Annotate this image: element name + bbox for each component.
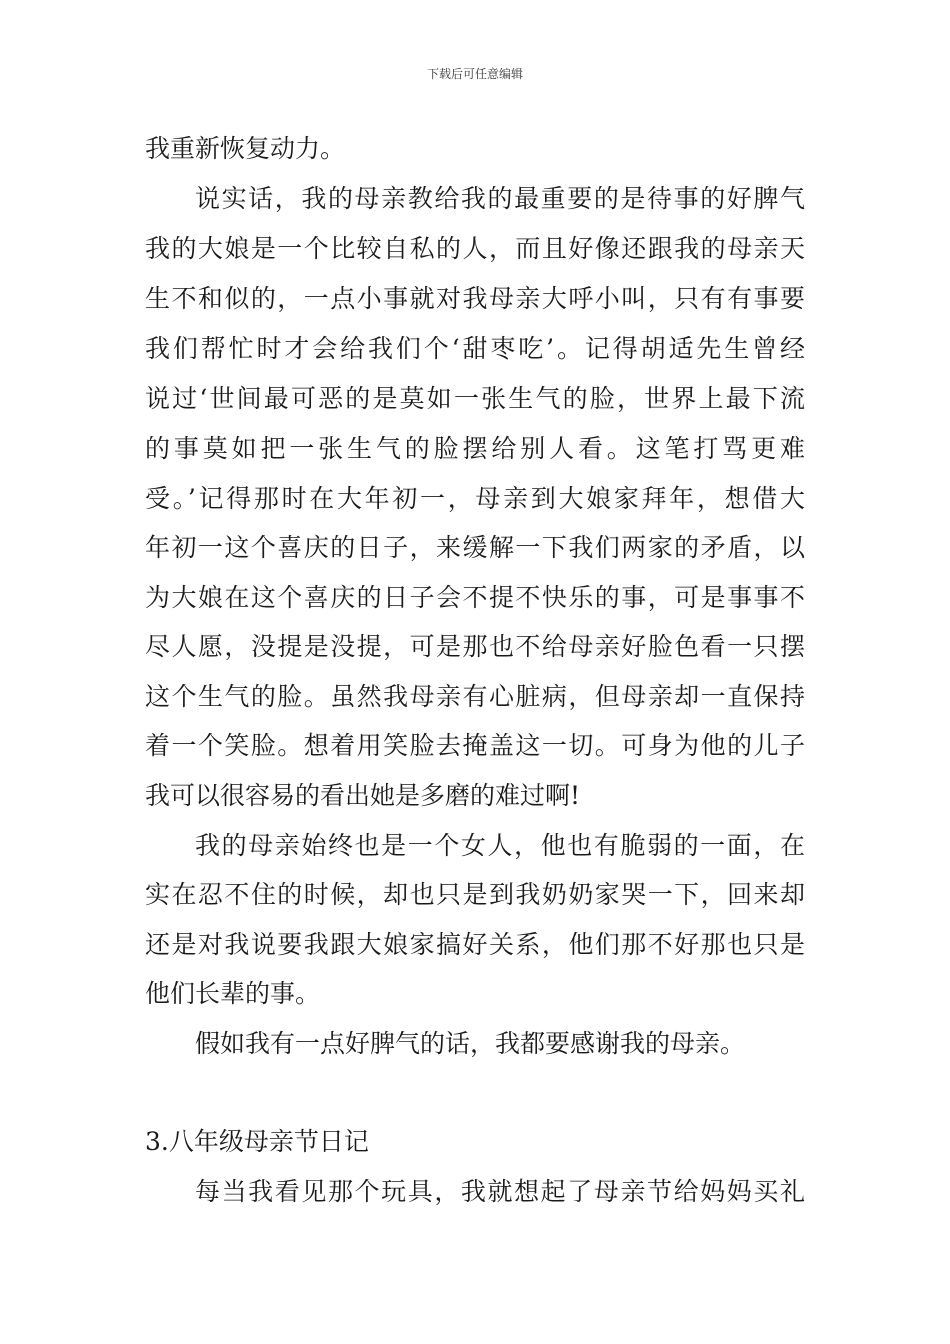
text-line: 受。’记得那时在大年初一，母亲到大娘家拜年，想借大 bbox=[145, 484, 805, 513]
text-line: 生不和似的，一点小事就对我母亲大呼小叫，只有有事要 bbox=[145, 284, 805, 313]
text-line: 我可以很容易的看出她是多磨的难过啊! bbox=[145, 781, 581, 810]
text-line: 我们帮忙时才会给我们个‘甜枣吃’。记得胡适先生曾经 bbox=[145, 334, 805, 363]
text-line: 我重新恢复动力。 bbox=[145, 134, 346, 163]
text-line: 说实话，我的母亲教给我的最重要的是待事的好脾气 bbox=[195, 184, 805, 213]
text-line: 我的母亲始终也是一个女人，他也有脆弱的一面，在 bbox=[195, 831, 805, 860]
text-line: 为大娘在这个喜庆的日子会不提不快乐的事，可是事事不 bbox=[145, 583, 805, 612]
text-line: 这个生气的脸。虽然我母亲有心脏病，但母亲却一直保持 bbox=[145, 682, 805, 711]
section-heading: 3.八年级母亲节日记 bbox=[145, 1127, 369, 1156]
text-line: 每当我看见那个玩具，我就想起了母亲节给妈妈买礼 bbox=[195, 1177, 805, 1206]
text-line: 年初一这个喜庆的日子，来缓解一下我们两家的矛盾，以 bbox=[145, 533, 805, 562]
text-line: 我的大娘是一个比较自私的人，而且好像还跟我的母亲天 bbox=[145, 234, 805, 263]
text-line: 实在忍不住的时候，却也只是到我奶奶家哭一下，回来却 bbox=[145, 880, 805, 909]
text-line: 假如我有一点好脾气的话，我都要感谢我的母亲。 bbox=[195, 1029, 746, 1058]
page-header: 下载后可任意编辑 bbox=[426, 67, 523, 81]
text-line: 的事莫如把一张生气的脸摆给别人看。这笔打骂更难 bbox=[145, 434, 805, 463]
text-line: 尽人愿，没提是没提，可是那也不给母亲好脸色看一只摆 bbox=[145, 632, 805, 661]
text-line: 他们长辈的事。 bbox=[145, 979, 321, 1008]
text-line: 说过‘世间最可恶的是莫如一张生气的脸，世界上最下流 bbox=[145, 384, 805, 413]
text-line: 着一个笑脸。想着用笑脸去掩盖这一切。可身为他的儿子 bbox=[145, 731, 805, 760]
text-line: 还是对我说要我跟大娘家搞好关系，他们那不好那也只是 bbox=[145, 930, 805, 959]
